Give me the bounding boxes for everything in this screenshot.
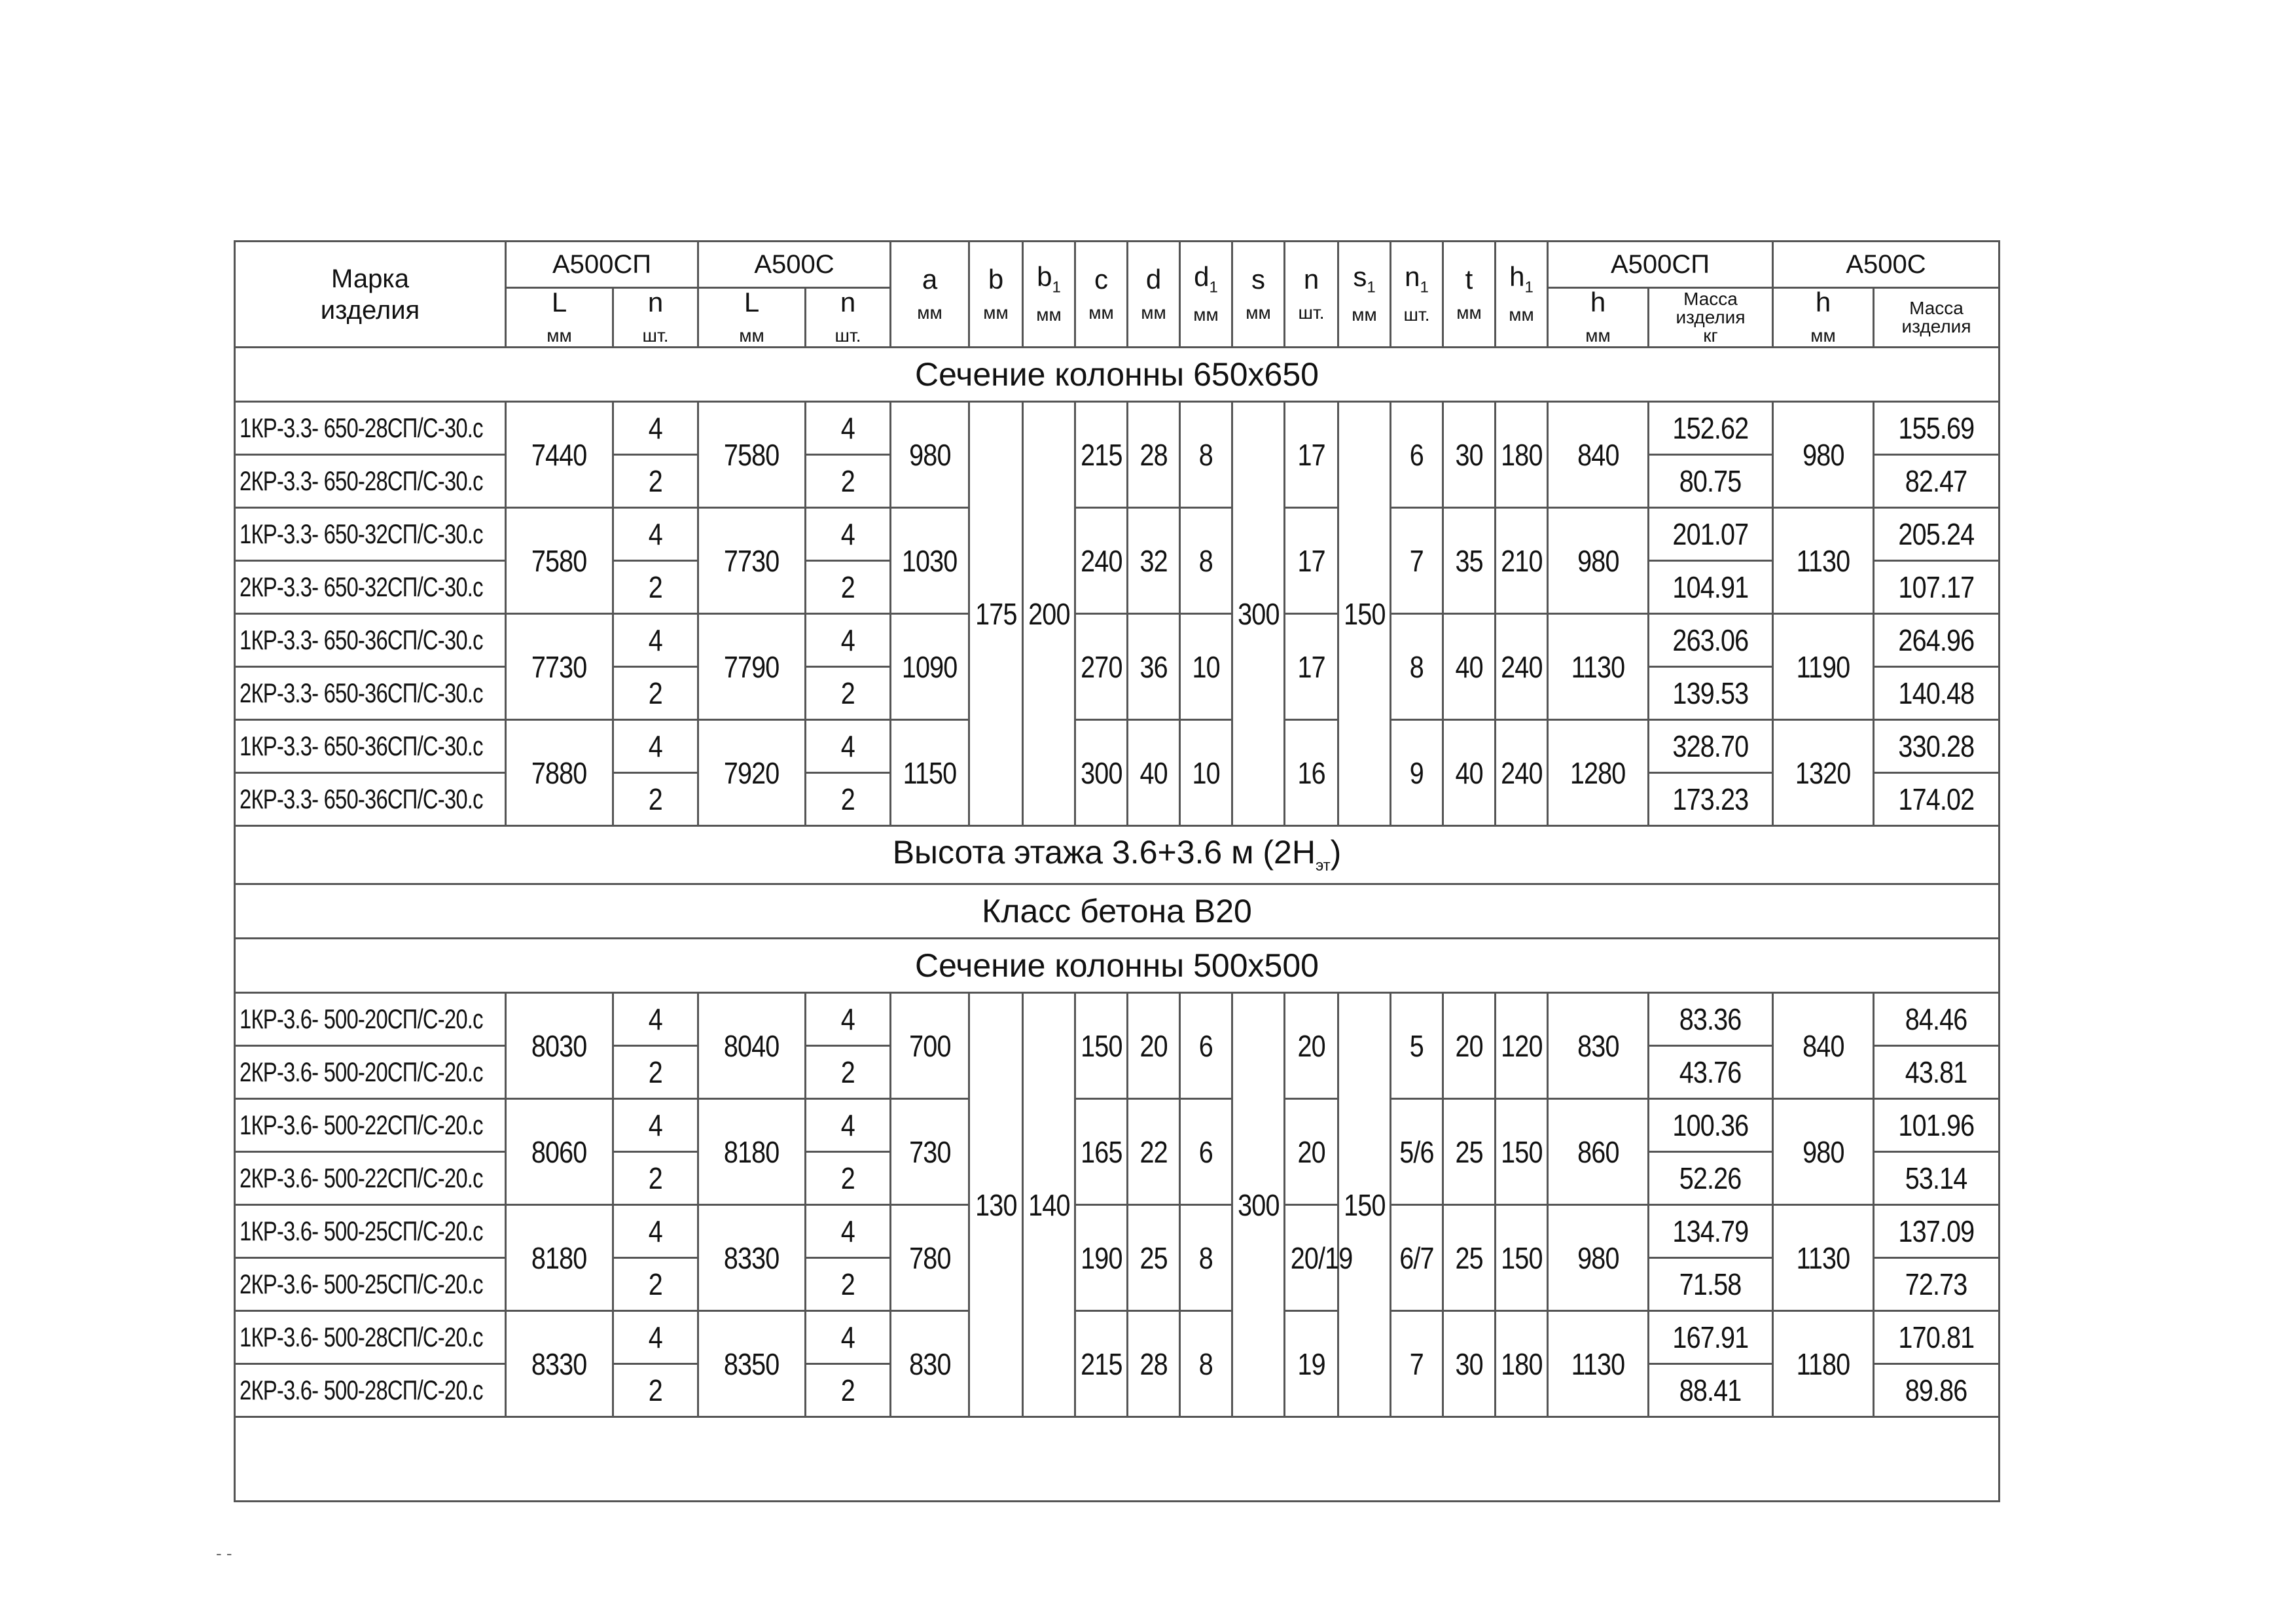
sp-h-cell: 840 (1548, 402, 1649, 508)
d-cell: 28 (1128, 402, 1180, 508)
c-length-cell: 7920 (698, 720, 806, 826)
c-mass-cell: 89.86 (1874, 1364, 2000, 1417)
header-sp-h: h мм (1548, 288, 1649, 348)
c-h-cell: 840 (1773, 993, 1874, 1099)
sp-h-cell: 1280 (1548, 720, 1649, 826)
sp-count-cell: 4 (613, 402, 698, 455)
mark-cell: 2КР-3.3- 650-36СП/С-30.с (235, 773, 506, 826)
sp-count-cell: 2 (613, 1258, 698, 1311)
mark-cell: 1КР-3.6- 500-25СП/С-20.с (235, 1205, 506, 1258)
s-cell: 300 (1232, 993, 1285, 1417)
d1-cell: 8 (1180, 402, 1232, 508)
sp-count-cell: 4 (613, 1099, 698, 1152)
n1-cell: 9 (1391, 720, 1443, 826)
s-cell: 300 (1232, 402, 1285, 826)
sp-count-cell: 4 (613, 993, 698, 1046)
c-length-cell: 7580 (698, 402, 806, 508)
c-count-cell: 4 (806, 614, 891, 667)
sp-h-cell: 980 (1548, 1205, 1649, 1311)
c-mass-cell: 170.81 (1874, 1311, 2000, 1364)
n1-cell: 6 (1391, 402, 1443, 508)
mark-cell: 2КР-3.6- 500-20СП/С-20.с (235, 1046, 506, 1099)
sp-mass-cell: 328.70 (1649, 720, 1773, 773)
header-h1: $h_1$ мм (1496, 242, 1548, 348)
section-concrete-class: Класс бетона В20 (235, 884, 2000, 939)
sp-count-cell: 2 (613, 773, 698, 826)
c-count-cell: 4 (806, 993, 891, 1046)
c-count-cell: 4 (806, 508, 891, 561)
c-count-cell: 4 (806, 1205, 891, 1258)
n1-cell: 8 (1391, 614, 1443, 720)
h1-cell: 180 (1496, 1311, 1548, 1417)
c-dim-cell: 165 (1075, 1099, 1128, 1205)
table-row (235, 993, 2000, 1046)
sp-length-cell: 7730 (506, 614, 613, 720)
b1-cell: 140 (1023, 993, 1075, 1417)
t-cell: 40 (1443, 720, 1496, 826)
mark-cell: 2КР-3.3- 650-36СП/С-30.с (235, 667, 506, 720)
sp-count-cell: 4 (613, 720, 698, 773)
sp-h-cell: 1130 (1548, 1311, 1649, 1417)
b-cell: 130 (969, 993, 1023, 1417)
header-b1: $b_1$ мм (1023, 242, 1075, 348)
c-mass-cell: 53.14 (1874, 1152, 2000, 1205)
n1-cell: 7 (1391, 508, 1443, 614)
t-cell: 30 (1443, 402, 1496, 508)
c-mass-cell: 82.47 (1874, 455, 2000, 508)
h1-cell: 180 (1496, 402, 1548, 508)
t-cell: 25 (1443, 1205, 1496, 1311)
a-cell: 780 (891, 1205, 969, 1311)
b1-cell: 200 (1023, 402, 1075, 826)
c-mass-cell: 205.24 (1874, 508, 2000, 561)
sp-count-cell: 2 (613, 1046, 698, 1099)
t-cell: 20 (1443, 993, 1496, 1099)
header-c-h: h мм (1773, 288, 1874, 348)
sp-mass-cell: 88.41 (1649, 1364, 1773, 1417)
sp-length-cell: 8180 (506, 1205, 613, 1311)
c-h-cell: 1320 (1773, 720, 1874, 826)
sp-count-cell: 2 (613, 1152, 698, 1205)
sp-count-cell: 4 (613, 1311, 698, 1364)
d-cell: 28 (1128, 1311, 1180, 1417)
header-d: d мм (1128, 242, 1180, 348)
a-cell: 1150 (891, 720, 969, 826)
sp-length-cell: 7880 (506, 720, 613, 826)
t-cell: 35 (1443, 508, 1496, 614)
c-count-cell: 2 (806, 455, 891, 508)
c-h-cell: 1180 (1773, 1311, 1874, 1417)
a-cell: 1030 (891, 508, 969, 614)
mark-cell: 1КР-3.6- 500-20СП/С-20.с (235, 993, 506, 1046)
c-count-cell: 2 (806, 561, 891, 614)
sp-h-cell: 1130 (1548, 614, 1649, 720)
page-mark: - - (216, 1543, 232, 1563)
c-mass-cell: 264.96 (1874, 614, 2000, 667)
c-dim-cell: 190 (1075, 1205, 1128, 1311)
mark-cell: 2КР-3.3- 650-32СП/С-30.с (235, 561, 506, 614)
sp-length-cell: 7580 (506, 508, 613, 614)
d-cell: 40 (1128, 720, 1180, 826)
a-cell: 1090 (891, 614, 969, 720)
c-count-cell: 2 (806, 667, 891, 720)
n-cell: 20 (1285, 1099, 1338, 1205)
n1-cell: 6/7 (1391, 1205, 1443, 1311)
d1-cell: 8 (1180, 1311, 1232, 1417)
a-cell: 980 (891, 402, 969, 508)
sp-count-cell: 2 (613, 455, 698, 508)
sp-length-cell: 8060 (506, 1099, 613, 1205)
sp-mass-cell: 167.91 (1649, 1311, 1773, 1364)
t-cell: 40 (1443, 614, 1496, 720)
header-sp-L: L мм (506, 288, 613, 348)
c-length-cell: 8330 (698, 1205, 806, 1311)
header-d1: $d_1$ мм (1180, 242, 1232, 348)
mark-cell: 1КР-3.3- 650-36СП/С-30.с (235, 614, 506, 667)
c-count-cell: 4 (806, 1099, 891, 1152)
mark-cell: 1КР-3.3- 650-36СП/С-30.с (235, 720, 506, 773)
header-s: s мм (1232, 242, 1285, 348)
sp-mass-cell: 201.07 (1649, 508, 1773, 561)
header-sp-n: n шт. (613, 288, 698, 348)
header-a500sp-group: А500СП (506, 242, 698, 288)
c-length-cell: 7790 (698, 614, 806, 720)
empty-footer-row (235, 1417, 2000, 1502)
c-mass-cell: 101.96 (1874, 1099, 2000, 1152)
sp-mass-cell: 173.23 (1649, 773, 1773, 826)
c-count-cell: 2 (806, 1152, 891, 1205)
table-row (235, 402, 2000, 455)
d-cell: 25 (1128, 1205, 1180, 1311)
c-length-cell: 8350 (698, 1311, 806, 1417)
sp-mass-cell: 43.76 (1649, 1046, 1773, 1099)
n1-cell: 7 (1391, 1311, 1443, 1417)
header-a500c-mass-group: А500С (1773, 242, 2000, 288)
mark-cell: 2КР-3.6- 500-22СП/С-20.с (235, 1152, 506, 1205)
h1-cell: 210 (1496, 508, 1548, 614)
sp-mass-cell: 71.58 (1649, 1258, 1773, 1311)
c-mass-cell: 72.73 (1874, 1258, 2000, 1311)
c-dim-cell: 150 (1075, 993, 1128, 1099)
a-cell: 730 (891, 1099, 969, 1205)
c-length-cell: 8040 (698, 993, 806, 1099)
section-title-650: Сечение колонны 650х650 (235, 348, 2000, 402)
c-h-cell: 980 (1773, 1099, 1874, 1205)
header-a500c-group: А500С (698, 242, 891, 288)
sp-mass-cell: 263.06 (1649, 614, 1773, 667)
c-dim-cell: 215 (1075, 1311, 1128, 1417)
d-cell: 32 (1128, 508, 1180, 614)
n1-cell: 5/6 (1391, 1099, 1443, 1205)
header-b: b мм (969, 242, 1023, 348)
sp-length-cell: 8330 (506, 1311, 613, 1417)
mark-cell: 1КР-3.6- 500-28СП/С-20.с (235, 1311, 506, 1364)
c-count-cell: 4 (806, 402, 891, 455)
n-cell: 19 (1285, 1311, 1338, 1417)
c-dim-cell: 240 (1075, 508, 1128, 614)
d1-cell: 6 (1180, 1099, 1232, 1205)
n-cell: 17 (1285, 508, 1338, 614)
c-mass-cell: 174.02 (1874, 773, 2000, 826)
sp-mass-cell: 80.75 (1649, 455, 1773, 508)
c-mass-cell: 107.17 (1874, 561, 2000, 614)
header-c-n: n шт. (806, 288, 891, 348)
sp-h-cell: 980 (1548, 508, 1649, 614)
sp-mass-cell: 83.36 (1649, 993, 1773, 1046)
c-length-cell: 7730 (698, 508, 806, 614)
mark-cell: 1КР-3.3- 650-28СП/С-30.с (235, 402, 506, 455)
spec-sheet (234, 240, 2000, 1502)
s1-cell: 150 (1338, 993, 1391, 1417)
sp-count-cell: 4 (613, 1205, 698, 1258)
d-cell: 36 (1128, 614, 1180, 720)
c-mass-cell: 155.69 (1874, 402, 2000, 455)
c-count-cell: 4 (806, 720, 891, 773)
c-mass-cell: 43.81 (1874, 1046, 2000, 1099)
d-cell: 22 (1128, 1099, 1180, 1205)
n-cell: 20/19 (1285, 1205, 1338, 1311)
table-row (235, 1311, 2000, 1364)
mark-cell: 2КР-3.6- 500-25СП/С-20.с (235, 1258, 506, 1311)
sp-count-cell: 2 (613, 667, 698, 720)
c-length-cell: 8180 (698, 1099, 806, 1205)
d1-cell: 6 (1180, 993, 1232, 1099)
sp-mass-cell: 104.91 (1649, 561, 1773, 614)
header-n: n шт. (1285, 242, 1338, 348)
header-c-mass: Масса изделия (1874, 288, 2000, 348)
h1-cell: 150 (1496, 1205, 1548, 1311)
header-c: c мм (1075, 242, 1128, 348)
c-mass-cell: 84.46 (1874, 993, 2000, 1046)
table-row (235, 720, 2000, 773)
sp-mass-cell: 52.26 (1649, 1152, 1773, 1205)
sp-count-cell: 2 (613, 561, 698, 614)
sp-mass-cell: 100.36 (1649, 1099, 1773, 1152)
a-cell: 830 (891, 1311, 969, 1417)
header-t: t мм (1443, 242, 1496, 348)
d1-cell: 8 (1180, 508, 1232, 614)
h1-cell: 240 (1496, 720, 1548, 826)
sp-length-cell: 7440 (506, 402, 613, 508)
c-mass-cell: 140.48 (1874, 667, 2000, 720)
c-dim-cell: 215 (1075, 402, 1128, 508)
b-cell: 175 (969, 402, 1023, 826)
table-row (235, 614, 2000, 667)
header-s1: $s_1$ мм (1338, 242, 1391, 348)
n-cell: 20 (1285, 993, 1338, 1099)
n-cell: 17 (1285, 614, 1338, 720)
c-count-cell: 2 (806, 1258, 891, 1311)
c-dim-cell: 300 (1075, 720, 1128, 826)
a-cell: 700 (891, 993, 969, 1099)
header-a: a мм (891, 242, 969, 348)
c-count-cell: 4 (806, 1311, 891, 1364)
c-dim-cell: 270 (1075, 614, 1128, 720)
header-a500sp-mass-group: А500СП (1548, 242, 1773, 288)
d-cell: 20 (1128, 993, 1180, 1099)
d1-cell: 10 (1180, 614, 1232, 720)
n-cell: 17 (1285, 402, 1338, 508)
sp-mass-cell: 139.53 (1649, 667, 1773, 720)
c-h-cell: 1190 (1773, 614, 1874, 720)
h1-cell: 240 (1496, 614, 1548, 720)
mark-cell: 2КР-3.6- 500-28СП/С-20.с (235, 1364, 506, 1417)
t-cell: 30 (1443, 1311, 1496, 1417)
t-cell: 25 (1443, 1099, 1496, 1205)
sp-length-cell: 8030 (506, 993, 613, 1099)
sp-count-cell: 4 (613, 508, 698, 561)
table-row (235, 508, 2000, 561)
table-row (235, 1099, 2000, 1152)
reinforcement-spec-table (234, 240, 2000, 1502)
c-count-cell: 2 (806, 773, 891, 826)
header-mark: Марка изделия (235, 242, 506, 348)
c-mass-cell: 137.09 (1874, 1205, 2000, 1258)
table-row (235, 1205, 2000, 1258)
mark-cell: 1КР-3.3- 650-32СП/С-30.с (235, 508, 506, 561)
sp-count-cell: 2 (613, 1364, 698, 1417)
s1-cell: 150 (1338, 402, 1391, 826)
c-mass-cell: 330.28 (1874, 720, 2000, 773)
sp-count-cell: 4 (613, 614, 698, 667)
c-h-cell: 1130 (1773, 1205, 1874, 1311)
header-c-L: L мм (698, 288, 806, 348)
d1-cell: 10 (1180, 720, 1232, 826)
h1-cell: 120 (1496, 993, 1548, 1099)
sp-mass-cell: 134.79 (1649, 1205, 1773, 1258)
h1-cell: 150 (1496, 1099, 1548, 1205)
c-h-cell: 980 (1773, 402, 1874, 508)
sp-h-cell: 860 (1548, 1099, 1649, 1205)
sp-mass-cell: 152.62 (1649, 402, 1773, 455)
n-cell: 16 (1285, 720, 1338, 826)
c-h-cell: 1130 (1773, 508, 1874, 614)
section-title-500: Сечение колонны 500х500 (235, 939, 2000, 993)
mark-cell: 1КР-3.6- 500-22СП/С-20.с (235, 1099, 506, 1152)
n1-cell: 5 (1391, 993, 1443, 1099)
section-floor-height: Высота этажа 3.6+3.6 м $(2H_{эт})$ (235, 826, 2000, 884)
c-count-cell: 2 (806, 1046, 891, 1099)
header-sp-mass: Масса изделия кг (1649, 288, 1773, 348)
mark-cell: 2КР-3.3- 650-28СП/С-30.с (235, 455, 506, 508)
header-n1: $n_1$ шт. (1391, 242, 1443, 348)
c-count-cell: 2 (806, 1364, 891, 1417)
sp-h-cell: 830 (1548, 993, 1649, 1099)
d1-cell: 8 (1180, 1205, 1232, 1311)
